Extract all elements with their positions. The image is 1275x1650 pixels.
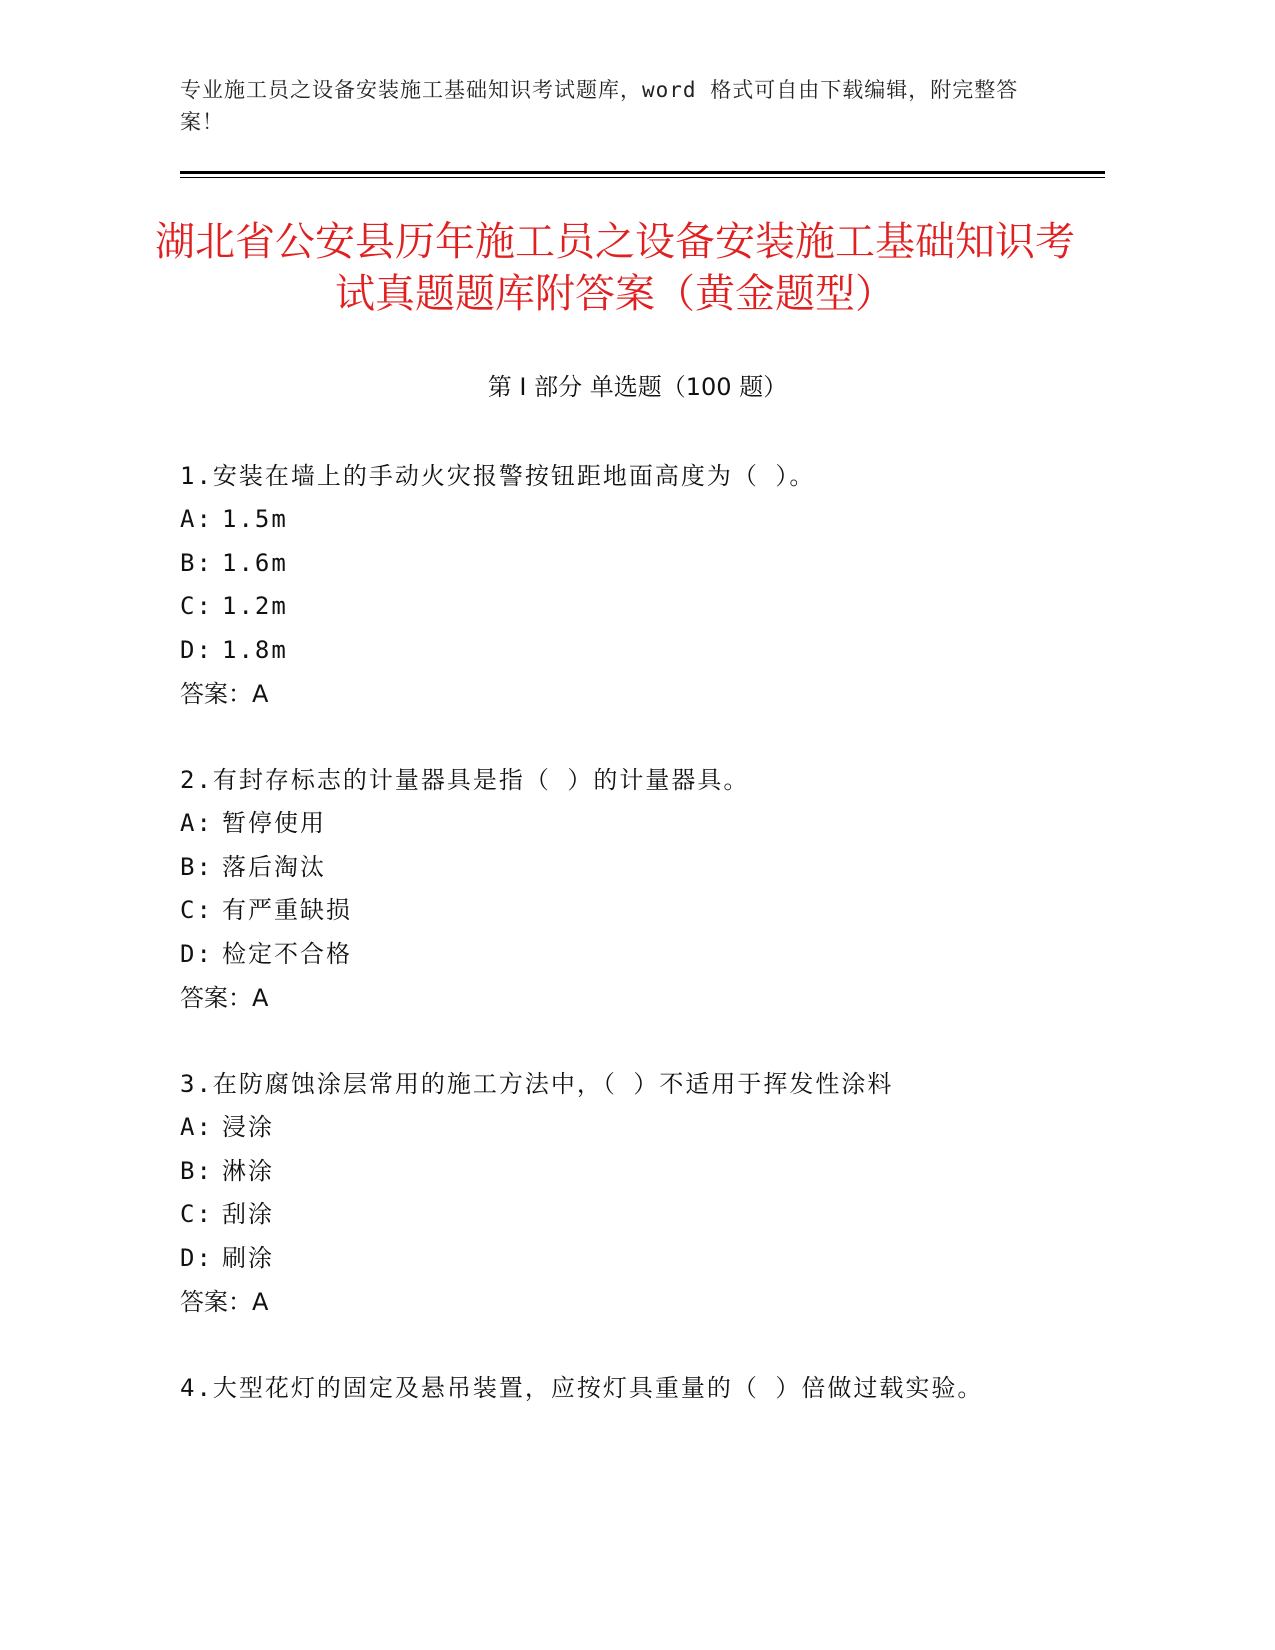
option-d: [180, 933, 1120, 977]
option-c: [180, 889, 1120, 933]
question-stem: 1.安装在墙上的手动火灾报警按钮距地面高度为（ ）。: [180, 462, 816, 490]
header-rule-thin: [180, 177, 1105, 178]
option-text: 刷涂: [222, 1243, 274, 1272]
question-1: [180, 454, 1120, 716]
section-heading: 第 I 部分 单选题（100 题）: [487, 373, 788, 401]
question-stem: 4.大型花灯的固定及悬吊装置，应按灯具重量的（ ）倍做过载实验。: [180, 1374, 984, 1402]
option-d: [180, 629, 1120, 673]
option-key: A:: [180, 505, 213, 533]
option-text: 浸涂: [222, 1113, 274, 1141]
option-c: [180, 585, 1120, 629]
option-text: 淋涂: [222, 1156, 274, 1185]
option-text: 1.5m: [222, 505, 288, 533]
option-key: B:: [180, 548, 213, 577]
option-text: 检定不合格: [222, 939, 352, 968]
option-b: [180, 1150, 1120, 1194]
answer-line: 答案：A: [180, 680, 269, 708]
question-4: [180, 1366, 1120, 1410]
answer-line: 答案：A: [180, 1288, 269, 1316]
header-rule-thick: [180, 171, 1105, 174]
question-list: [180, 454, 1120, 1452]
option-text: 刮涂: [222, 1200, 274, 1228]
option-key: B:: [180, 1156, 213, 1185]
document-title: 湖北省公安县历年施工员之设备安装施工基础知识考试真题题库附答案（黄金题型）: [155, 219, 1075, 317]
question-stem: 2.有封存标志的计量器具是指（ ）的计量器具。: [180, 766, 750, 794]
option-key: C:: [180, 592, 213, 620]
answer-line: 答案：A: [180, 984, 269, 1012]
option-key: A:: [180, 1113, 213, 1141]
option-a: [180, 802, 1120, 846]
option-text: 有严重缺损: [222, 896, 352, 924]
option-key: C:: [180, 896, 213, 924]
option-b: [180, 542, 1120, 586]
option-d: [180, 1237, 1120, 1281]
question-3: [180, 1062, 1120, 1324]
option-text: 暂停使用: [222, 809, 326, 837]
option-key: D:: [180, 1243, 213, 1272]
option-text: 1.6m: [222, 548, 288, 577]
option-a: [180, 498, 1120, 542]
option-key: A:: [180, 809, 213, 837]
question-2: [180, 758, 1120, 1020]
option-key: C:: [180, 1200, 213, 1228]
option-text: 落后淘汰: [222, 852, 326, 881]
option-key: D:: [180, 635, 213, 664]
option-a: [180, 1106, 1120, 1150]
option-key: B:: [180, 852, 213, 881]
header-note: 专业施工员之设备安装施工基础知识考试题库，word 格式可自由下载编辑，附完整答案！: [180, 78, 1019, 134]
option-b: [180, 846, 1120, 890]
option-key: D:: [180, 939, 213, 968]
option-text: 1.2m: [222, 592, 288, 620]
question-stem: 3.在防腐蚀涂层常用的施工方法中，（ ）不适用于挥发性涂料: [180, 1070, 894, 1098]
option-c: [180, 1193, 1120, 1237]
option-text: 1.8m: [222, 635, 288, 664]
